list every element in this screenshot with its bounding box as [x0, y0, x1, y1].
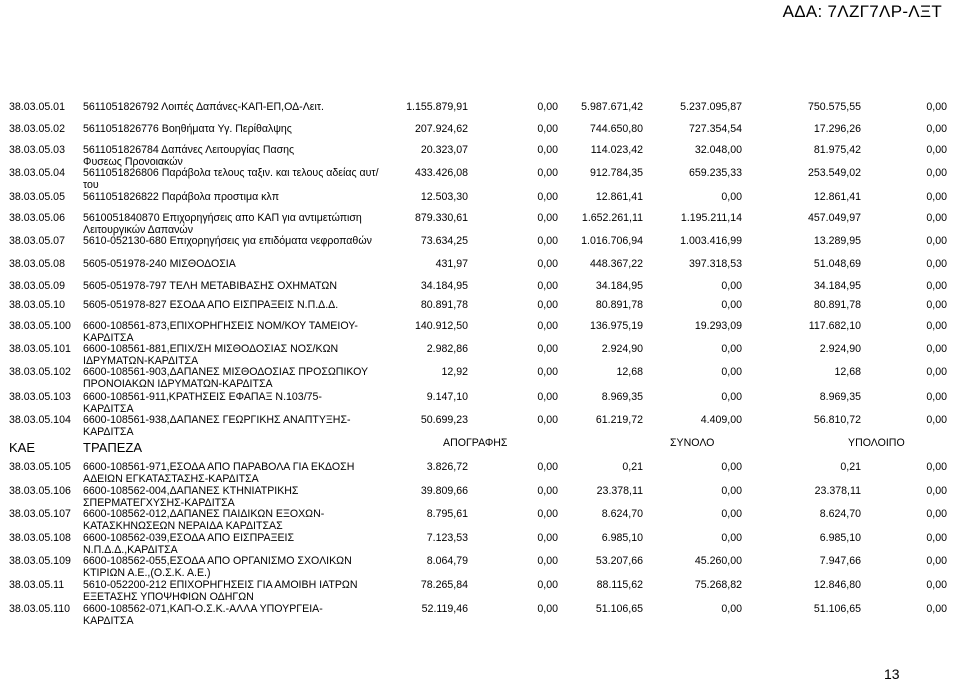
value-col4: 19.293,09 — [694, 320, 742, 332]
value-col2: 0,00 — [537, 320, 558, 332]
value-synolo: 744.650,80 — [589, 123, 643, 135]
account-description: 5611051826792 Λοιπές Δαπάνες-ΚΑΠ-ΕΠ,ΟΔ-Λειτ. — [83, 101, 324, 113]
value-synolo: 5.987.671,42 — [581, 101, 643, 113]
value-col2: 0,00 — [537, 191, 558, 203]
value-col6: 0,00 — [926, 212, 947, 224]
value-col2: 0,00 — [537, 258, 558, 270]
value-col6: 0,00 — [926, 101, 947, 113]
account-code: 38.03.05.109 — [9, 555, 71, 567]
value-synolo: 1.016.706,94 — [581, 235, 643, 247]
value-apografis: 12.503,30 — [420, 191, 468, 203]
value-col2: 0,00 — [537, 167, 558, 179]
header-apografis: ΑΠΟΓΡΑΦΗΣ — [443, 437, 508, 449]
value-apografis: 2.982,86 — [426, 343, 468, 355]
value-ypoloipo: 56.810,72 — [813, 414, 861, 426]
value-apografis: 52.119,46 — [421, 603, 468, 615]
account-code: 38.03.05.102 — [9, 366, 71, 378]
value-col6: 0,00 — [926, 235, 947, 247]
header-synolo: ΣΥΝΟΛΟ — [670, 437, 715, 449]
ada-code: ΑΔΑ: 7ΛΖΓ7ΛΡ-ΛΞΤ — [782, 2, 942, 21]
account-description: 6600-108561-903,ΔΑΠΑΝΕΣ ΜΙΣΘΟΔΟΣΙΑΣ ΠΡΟΣΩΠΙΚΟΥ ΠΡΟΝΟΙΑΚΩΝ ΙΔΡΥΜΑΤΩΝ-ΚΑΡΔΙΤΣΑ — [83, 366, 368, 390]
value-apografis: 3.826,72 — [426, 461, 468, 473]
value-col4: 0,00 — [721, 391, 742, 403]
value-col6: 0,00 — [926, 391, 947, 403]
value-synolo: 8.969,35 — [601, 391, 643, 403]
value-synolo: 136.975,19 — [589, 320, 643, 332]
account-description: 5605-051978-827 ΕΣΟΔΑ ΑΠΟ ΕΙΣΠΡΑΞΕΙΣ Ν.Π.Δ.Δ. — [83, 299, 339, 311]
value-ypoloipo: 750.575,55 — [807, 101, 861, 113]
value-apografis: 207.924,62 — [414, 123, 468, 135]
value-apografis: 78.265,84 — [420, 579, 468, 591]
value-ypoloipo: 13.289,95 — [813, 235, 861, 247]
account-code: 38.03.05.04 — [9, 167, 65, 179]
value-col6: 0,00 — [926, 123, 947, 135]
account-code: 38.03.05.05 — [9, 191, 65, 203]
account-code: 38.03.05.104 — [9, 414, 71, 426]
value-col6: 0,00 — [926, 532, 947, 544]
value-ypoloipo: 117.682,10 — [808, 320, 861, 332]
value-apografis: 431,97 — [435, 258, 468, 270]
account-code: 38.03.05.08 — [9, 258, 65, 270]
value-synolo: 6.985,10 — [601, 532, 643, 544]
account-description: 6600-108562-039,ΕΣΟΔΑ ΑΠΟ ΕΙΣΠΡΑΞΕΙΣ Ν.Π.Δ.Δ.,ΚΑΡΔΙΤΣΑ — [83, 532, 295, 556]
value-ypoloipo: 457.049,97 — [807, 212, 861, 224]
value-synolo: 12,68 — [616, 366, 643, 378]
value-ypoloipo: 12,68 — [834, 366, 861, 378]
value-col2: 0,00 — [537, 366, 558, 378]
value-synolo: 0,21 — [622, 461, 643, 473]
value-col2: 0,00 — [537, 485, 558, 497]
value-col2: 0,00 — [537, 144, 558, 156]
account-description: 6600-108562-004,ΔΑΠΑΝΕΣ ΚΤΗΝΙΑΤΡΙΚΗΣ ΣΠΕΡΜΑΤΕΓΧΥΣΗΣ-ΚΑΡΔΙΤΣΑ — [83, 485, 299, 509]
value-col2: 0,00 — [537, 532, 558, 544]
value-apografis: 140.912,50 — [414, 320, 468, 332]
value-col4: 1.003.416,99 — [680, 235, 742, 247]
value-col4: 0,00 — [721, 280, 742, 292]
header-bank: ΤΡΑΠΕΖΑ — [83, 440, 142, 455]
account-code: 38.03.05.103 — [9, 391, 71, 403]
value-ypoloipo: 8.969,35 — [819, 391, 861, 403]
value-col6: 0,00 — [926, 191, 947, 203]
value-col6: 0,00 — [926, 555, 947, 567]
account-description: 6600-108561-881,ΕΠΙΧ/ΣΗ ΜΙΣΘΟΔΟΣΙΑΣ ΝΟΣ/ΚΩΝ ΙΔΡΥΜΑΤΩΝ-ΚΑΡΔΙΤΣΑ — [83, 343, 339, 367]
account-description: 5610051840870 Επιχορηγήσεις απο ΚΑΠ για αντιμετώπιση Λειτουργικών Δαπανών — [83, 212, 362, 236]
account-description: 6600-108561-911,ΚΡΑΤΗΣΕΙΣ ΕΦΑΠΑΞ Ν.103/75-ΚΑΡΔΙΤΣΑ — [83, 391, 322, 415]
value-synolo: 8.624,70 — [601, 508, 643, 520]
value-ypoloipo: 51.106,65 — [813, 603, 861, 615]
account-code: 38.03.05.06 — [9, 212, 65, 224]
value-synolo: 88.115,62 — [596, 579, 643, 591]
value-ypoloipo: 34.184,95 — [813, 280, 861, 292]
account-description: 6600-108561-873,ΕΠΙΧΟΡΗΓΗΣΕΙΣ ΝΟΜ/ΚΟΥ ΤΑΜΕΙΟΥ-ΚΑΡΔΙΤΣΑ — [83, 320, 358, 344]
value-col4: 397.318,53 — [688, 258, 742, 270]
value-apografis: 80.891,78 — [420, 299, 468, 311]
value-col4: 659.235,33 — [688, 167, 742, 179]
value-col2: 0,00 — [537, 603, 558, 615]
value-col6: 0,00 — [926, 579, 947, 591]
value-synolo: 23.378,11 — [596, 485, 643, 497]
value-col2: 0,00 — [537, 555, 558, 567]
account-description: 5611051826784 Δαπάνες Λειτουργίας Πασης Φυσεως Προνοιακών — [83, 144, 295, 168]
account-description: 6600-108561-971,ΕΣΟΔΑ ΑΠΟ ΠΑΡΑΒΟΛΑ ΓΙΑ ΕΚΔΟΣΗ ΑΔΕΙΩΝ ΕΓΚΑΤΑΣΤΑΣΗΣ-ΚΑΡΔΙΤΣΑ — [83, 461, 355, 485]
account-description: 6600-108561-938,ΔΑΠΑΝΕΣ ΓΕΩΡΓΙΚΗΣ ΑΝΑΠΤΥΞΗΣ-ΚΑΡΔΙΤΣΑ — [83, 414, 351, 438]
page-number: 13 — [884, 666, 900, 682]
account-description: 5611051826822 Παράβολα προστιμα κλπ — [83, 191, 280, 203]
value-ypoloipo: 12.861,41 — [813, 191, 861, 203]
value-col2: 0,00 — [537, 235, 558, 247]
value-col4: 727.354,54 — [688, 123, 742, 135]
value-col2: 0,00 — [537, 414, 558, 426]
account-code: 38.03.05.01 — [9, 101, 65, 113]
account-code: 38.03.05.107 — [9, 508, 71, 520]
account-description: 5605-051978-797 ΤΕΛΗ ΜΕΤΑΒΙΒΑΣΗΣ ΟΧΗΜΑΤΩΝ — [83, 280, 337, 292]
value-apografis: 879.330,61 — [414, 212, 468, 224]
value-col4: 32.048,00 — [694, 144, 742, 156]
value-synolo: 51.106,65 — [595, 603, 643, 615]
value-apografis: 433.426,08 — [414, 167, 468, 179]
value-col6: 0,00 — [926, 280, 947, 292]
value-col4: 0,00 — [721, 532, 742, 544]
value-apografis: 39.809,66 — [420, 485, 468, 497]
value-col2: 0,00 — [537, 461, 558, 473]
header-kae: ΚΑΕ — [9, 440, 36, 455]
value-col2: 0,00 — [537, 280, 558, 292]
value-synolo: 12.861,41 — [595, 191, 643, 203]
value-apografis: 8.795,61 — [426, 508, 468, 520]
account-description: 6600-108562-055,ΕΣΟΔΑ ΑΠΟ ΟΡΓΑΝΙΣΜΟ ΣΧΟΛΙΚΩΝ ΚΤΙΡΙΩΝ Α.Ε.,(Ο.Σ.Κ. Α.Ε.) — [83, 555, 352, 579]
value-apografis: 12,92 — [441, 366, 468, 378]
value-apografis: 34.184,95 — [420, 280, 468, 292]
value-col4: 75.268,82 — [694, 579, 742, 591]
value-synolo: 34.184,95 — [595, 280, 643, 292]
account-code: 38.03.05.10 — [9, 299, 65, 311]
value-synolo: 53.207,66 — [595, 555, 643, 567]
value-ypoloipo: 17.296,26 — [813, 123, 861, 135]
account-code: 38.03.05.11 — [9, 579, 65, 591]
account-description: 6600-108562-071,ΚΑΠ-Ο.Σ.Κ.-ΑΛΛΑ ΥΠΟΥΡΓΕΙΑ-ΚΑΡΔΙΤΣΑ — [83, 603, 323, 627]
value-col6: 0,00 — [926, 320, 947, 332]
account-code: 38.03.05.106 — [9, 485, 71, 497]
value-col6: 0,00 — [926, 603, 947, 615]
value-ypoloipo: 0,21 — [840, 461, 861, 473]
account-code: 38.03.05.07 — [9, 235, 65, 247]
value-col6: 0,00 — [926, 485, 947, 497]
value-ypoloipo: 7.947,66 — [819, 555, 861, 567]
account-description: 5610-052200-212 ΕΠΙΧΟΡΗΓΗΣΕΙΣ ΓΙΑ ΑΜΟΙΒΗ ΙΑΤΡΩΝ ΕΞΕΤΑΣΗΣ ΥΠΟΨΗΦΙΩΝ ΟΔΗΓΩΝ — [83, 579, 358, 603]
value-col4: 45.260,00 — [694, 555, 742, 567]
account-code: 38.03.05.09 — [9, 280, 65, 292]
value-col2: 0,00 — [537, 579, 558, 591]
account-code: 38.03.05.02 — [9, 123, 65, 135]
value-apografis: 73.634,25 — [420, 235, 468, 247]
value-apografis: 50.699,23 — [420, 414, 468, 426]
value-col6: 0,00 — [926, 167, 947, 179]
value-synolo: 2.924,90 — [601, 343, 643, 355]
value-col4: 0,00 — [721, 191, 742, 203]
value-col2: 0,00 — [537, 299, 558, 311]
value-col4: 0,00 — [721, 508, 742, 520]
value-col4: 0,00 — [721, 603, 742, 615]
value-apografis: 1.155.879,91 — [406, 101, 468, 113]
value-synolo: 61.219,72 — [595, 414, 643, 426]
value-col6: 0,00 — [926, 144, 947, 156]
value-col2: 0,00 — [537, 391, 558, 403]
value-col4: 5.237.095,87 — [680, 101, 742, 113]
value-ypoloipo: 6.985,10 — [819, 532, 861, 544]
value-ypoloipo: 253.549,02 — [807, 167, 861, 179]
value-ypoloipo: 8.624,70 — [819, 508, 861, 520]
value-apografis: 9.147,10 — [426, 391, 468, 403]
value-col6: 0,00 — [926, 258, 947, 270]
value-col4: 4.409,00 — [700, 414, 742, 426]
value-col4: 0,00 — [721, 299, 742, 311]
value-col4: 0,00 — [721, 366, 742, 378]
value-synolo: 912.784,35 — [589, 167, 643, 179]
value-ypoloipo: 2.924,90 — [819, 343, 861, 355]
value-ypoloipo: 81.975,42 — [813, 144, 861, 156]
value-ypoloipo: 12.846,80 — [813, 579, 861, 591]
value-col2: 0,00 — [537, 101, 558, 113]
account-code: 38.03.05.100 — [9, 320, 71, 332]
value-col4: 0,00 — [721, 461, 742, 473]
value-col6: 0,00 — [926, 414, 947, 426]
value-synolo: 80.891,78 — [595, 299, 643, 311]
account-code: 38.03.05.105 — [9, 461, 71, 473]
account-code: 38.03.05.03 — [9, 144, 65, 156]
value-apografis: 20.323,07 — [420, 144, 468, 156]
account-description: 5605-051978-240 ΜΙΣΘΟΔΟΣΙΑ — [83, 258, 236, 270]
value-col2: 0,00 — [537, 212, 558, 224]
account-description: 5611051826806 Παράβολα τελους ταξιν. και τελους αδείας αυτ/του — [83, 167, 379, 191]
value-col2: 0,00 — [537, 123, 558, 135]
value-col2: 0,00 — [537, 508, 558, 520]
account-description: 6600-108562-012,ΔΑΠΑΝΕΣ ΠΑΙΔΙΚΩΝ ΕΞΟΧΩΝ-ΚΑΤΑΣΚΗΝΩΣΕΩΝ ΝΕΡΑΙΔΑ ΚΑΡΔΙΤΣΑΣ — [83, 508, 325, 532]
value-synolo: 1.652.261,11 — [581, 212, 643, 224]
value-col6: 0,00 — [926, 299, 947, 311]
account-description: 5611051826776 Βοηθήματα Υγ. Περίθαλψης — [83, 123, 292, 135]
account-description: 5610-052130-680 Επιχορηγήσεις για επιδόματα νεφροπαθών — [83, 235, 372, 247]
header-ypoloipo: ΥΠΟΛΟΙΠΟ — [848, 437, 905, 449]
value-apografis: 7.123,53 — [426, 532, 468, 544]
value-ypoloipo: 23.378,11 — [814, 485, 861, 497]
value-ypoloipo: 80.891,78 — [813, 299, 861, 311]
value-synolo: 114.023,42 — [590, 144, 643, 156]
value-col4: 0,00 — [721, 343, 742, 355]
value-col6: 0,00 — [926, 461, 947, 473]
value-col4: 0,00 — [721, 485, 742, 497]
account-code: 38.03.05.108 — [9, 532, 71, 544]
value-col6: 0,00 — [926, 343, 947, 355]
account-code: 38.03.05.101 — [9, 343, 71, 355]
account-code: 38.03.05.110 — [9, 603, 71, 615]
value-ypoloipo: 51.048,69 — [813, 258, 861, 270]
value-col6: 0,00 — [926, 366, 947, 378]
value-col6: 0,00 — [926, 508, 947, 520]
value-synolo: 448.367,22 — [589, 258, 643, 270]
value-col2: 0,00 — [537, 343, 558, 355]
value-col4: 1.195.211,14 — [680, 212, 742, 224]
value-apografis: 8.064,79 — [426, 555, 468, 567]
